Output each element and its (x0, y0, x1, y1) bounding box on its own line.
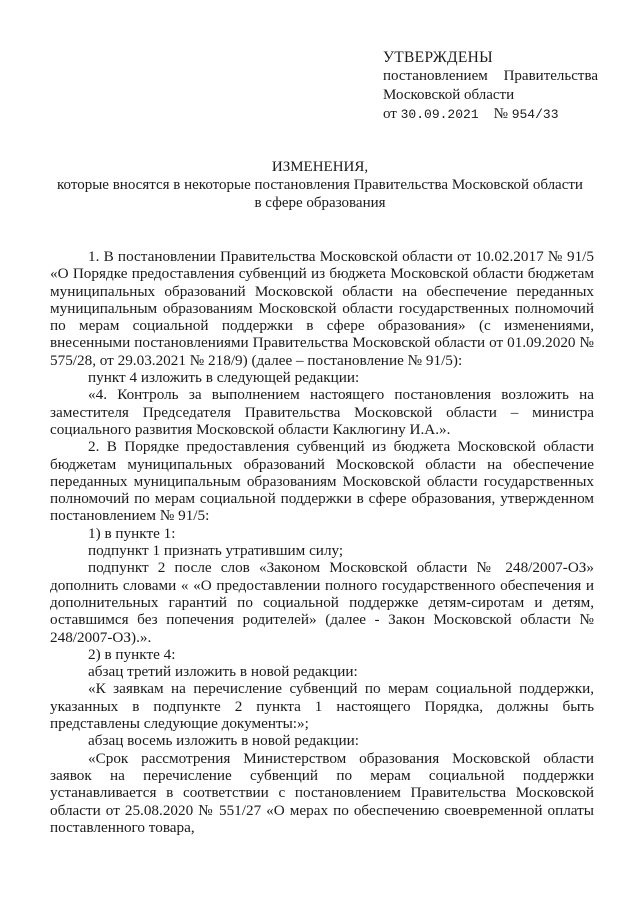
paragraph: подпункт 2 после слов «Законом Московской области № 248/2007-ОЗ» дополнить словами « «О предоставлении полного государственного обеспечения и дополнительных гарантий по социальной поддержке детям-сиротам и детям, оставшимся без попечения родителей» (далее - Закон Московской области № 248/2007-ОЗ).». (50, 559, 594, 646)
approval-line-1-right: Правительства (503, 68, 598, 84)
document-body (50, 248, 594, 836)
document-title (40, 158, 600, 212)
approval-date-prefix: от (383, 106, 397, 122)
approval-line-1-left: постановлением (383, 68, 488, 84)
paragraph: абзац третий изложить в новой редакции: (88, 663, 358, 681)
paragraph: пункт 4 изложить в следующей редакции: (88, 369, 360, 387)
paragraph: подпункт 1 признать утратившим силу; (88, 542, 344, 560)
paragraph: 2) в пункте 4: (88, 645, 176, 663)
title-main: ИЗМЕНЕНИЯ, (271, 159, 369, 175)
approval-number-sign: № (493, 106, 508, 122)
approval-heading: УТВЕРЖДЕНЫ (383, 49, 493, 66)
approval-line-2: Московской области (383, 87, 515, 103)
approval-stamp (383, 48, 598, 124)
approval-date-line (383, 105, 598, 124)
title-sub-2: в сфере образования (254, 195, 386, 211)
paragraph: 1) в пункте 1: (88, 524, 176, 542)
title-sub-1: которые вносятся в некоторые постановления Правительства Московской области (57, 177, 583, 193)
paragraph: абзац восемь изложить в новой редакции: (88, 732, 359, 750)
approval-line-1 (383, 67, 598, 86)
paragraph: «К заявкам на перечисление субвенций по мерам социальной поддержки, указанных в подпункте 2 пункта 1 настоящего Порядка, должны быть представлены следующие документы:»; (50, 680, 594, 733)
approval-date: 30.09.2021 (400, 107, 479, 122)
paragraph: 1. В постановлении Правительства Московской области от 10.02.2017 № 91/5 «О Порядке предоставления субвенций из бюджета Московской области бюджетам муниципальных образований Московской области на обеспечение переданных муниципальным образованиям Московской области государственных полномочий по мерам социальной поддержки в сфере образования» (с изменениями, внесенными постановлениями Правительства Московской области от 01.09.2020 № 575/28, от 29.03.2021 № 218/9) (далее – постановление № 91/5): (50, 248, 594, 369)
approval-number: 954/33 (511, 107, 559, 122)
paragraph: «4. Контроль за выполнением настоящего постановления возложить на заместителя Председателя Правительства Московской области – министра социального развития Московской области Каклюгину И.А.». (50, 386, 594, 438)
paragraph: 2. В Порядке предоставления субвенций из бюджета Московской области бюджетам муниципальных образований Московской области на обеспечение переданных муниципальным образованиям Московской области государственных полномочий по мерам социальной поддержки в сфере образования, утвержденном постановлением № 91/5: (50, 438, 594, 525)
paragraph: «Срок рассмотрения Министерством образования Московской области заявок на перечисление субвенций по мерам социальной поддержки устанавливается в соответствии с постановлением Правительства Московской области от 25.08.2020 № 551/27 «О мерах по обеспечению своевременной оплаты поставленного товара, (50, 749, 594, 836)
